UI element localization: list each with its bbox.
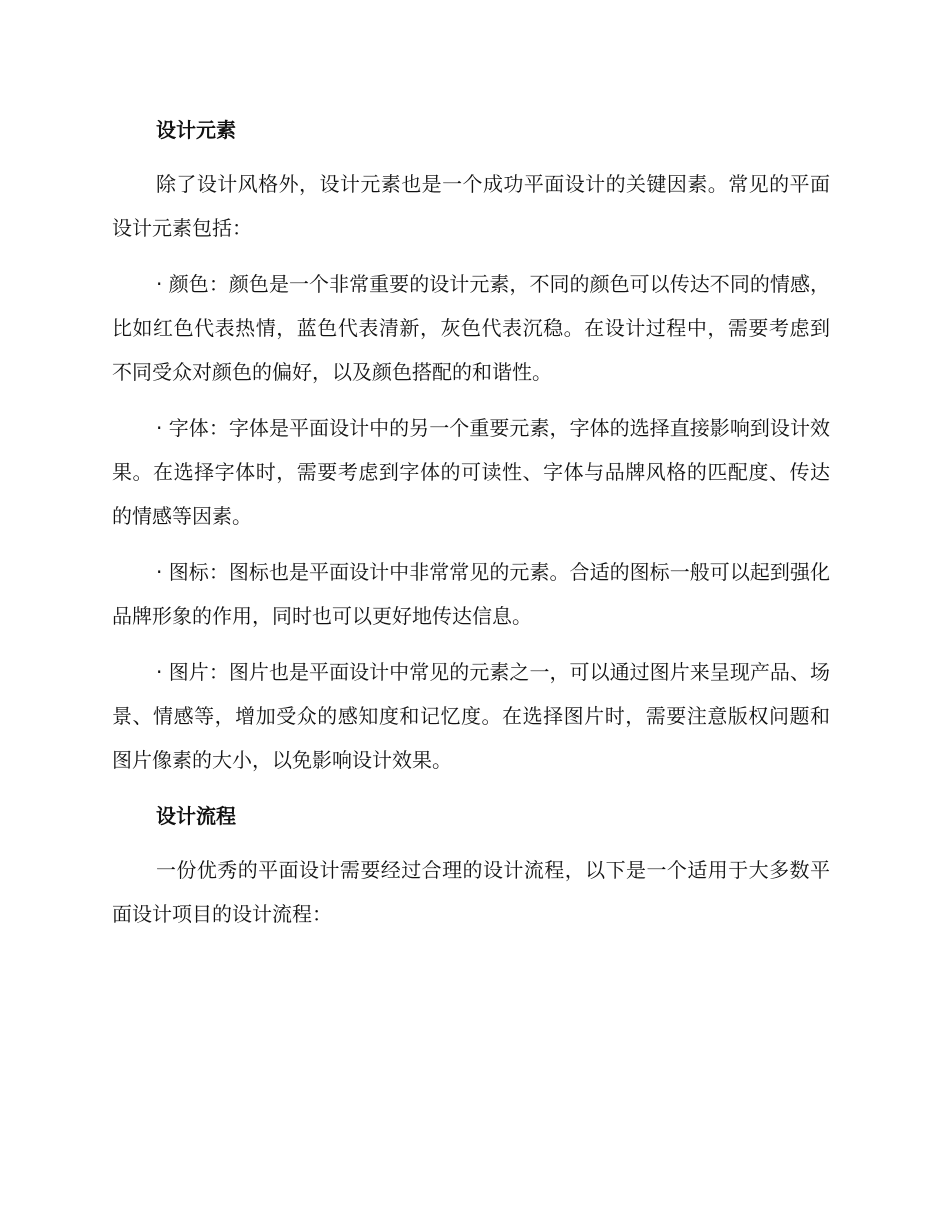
section-heading-design-process: 设计流程 bbox=[156, 804, 236, 828]
paragraph-process-intro: 一份优秀的平面设计需要经过合理的设计流程，以下是一个适用于大多数平面设计项目的设计流程： bbox=[112, 858, 830, 926]
document-page bbox=[112, 108, 830, 948]
paragraph-elements-intro: 除了设计风格外，设计元素也是一个成功平面设计的关键因素。常见的平面设计元素包括： bbox=[112, 172, 830, 240]
list-item-icon: · 图标：图标也是平面设计中非常常见的元素。合适的图标一般可以起到强化品牌形象的作用，同时也可以更好地传达信息。 bbox=[112, 560, 830, 628]
section-heading-design-elements: 设计元素 bbox=[156, 118, 236, 142]
list-item-font: · 字体：字体是平面设计中的另一个重要元素，字体的选择直接影响到设计效果。在选择字体时，需要考虑到字体的可读性、字体与品牌风格的匹配度、传达的情感等因素。 bbox=[112, 416, 830, 528]
list-item-color: · 颜色：颜色是一个非常重要的设计元素，不同的颜色可以传达不同的情感，比如红色代表热情，蓝色代表清新，灰色代表沉稳。在设计过程中，需要考虑到不同受众对颜色的偏好，以及颜色搭配的和谐性。 bbox=[112, 272, 830, 384]
list-item-image: · 图片：图片也是平面设计中常见的元素之一，可以通过图片来呈现产品、场景、情感等，增加受众的感知度和记忆度。在选择图片时，需要注意版权问题和图片像素的大小，以免影响设计效果。 bbox=[112, 660, 830, 772]
